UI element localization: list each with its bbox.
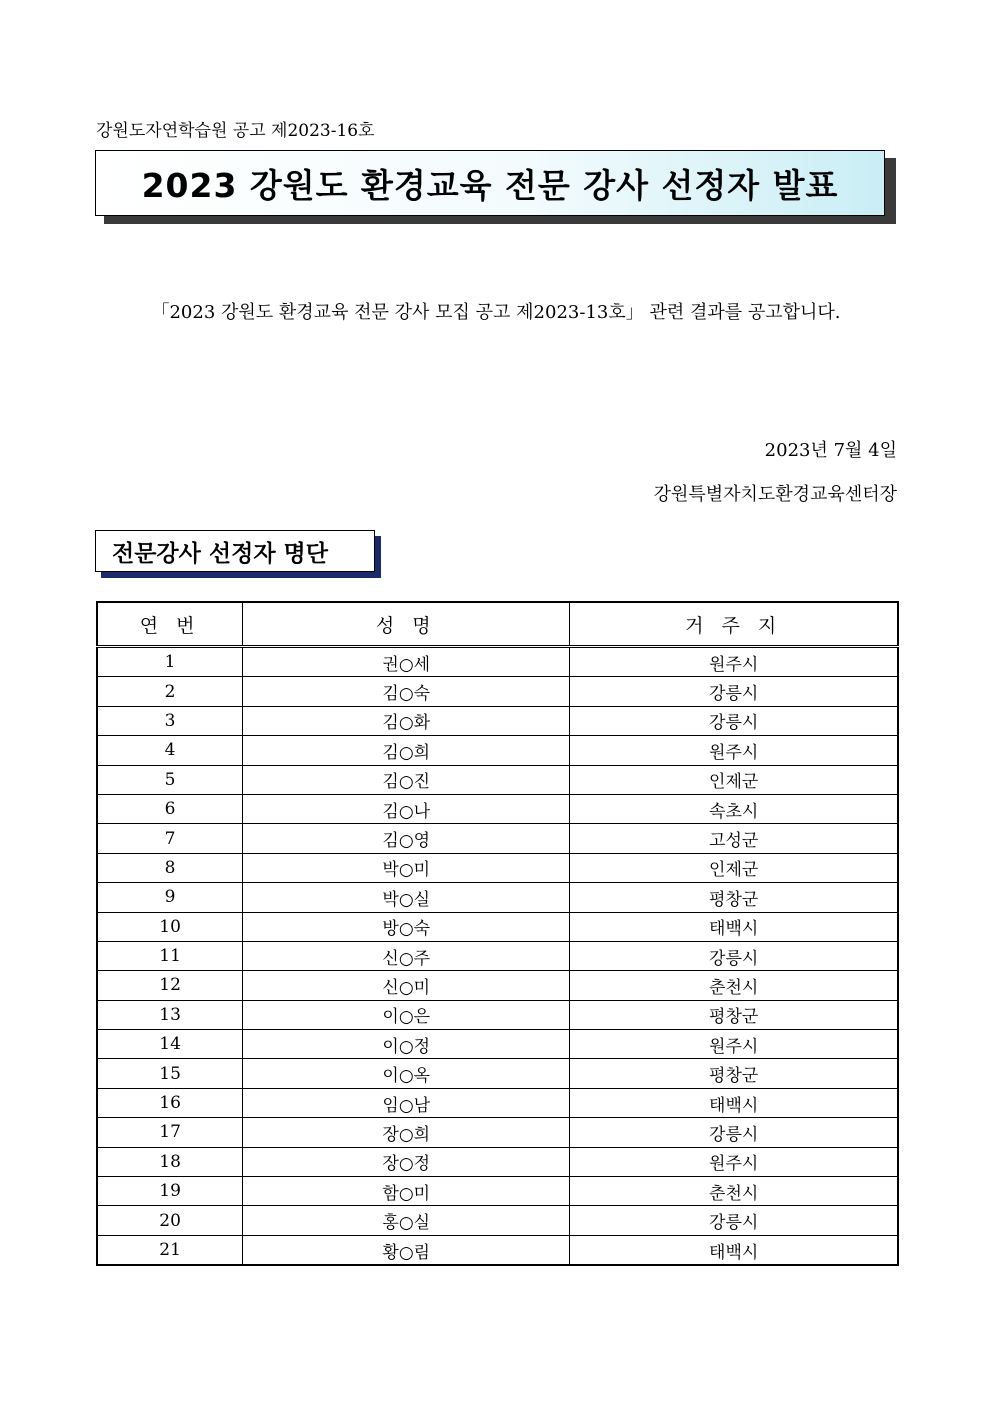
table-row	[97, 824, 898, 853]
cell-number: 9	[97, 883, 243, 912]
cell-name: 이○옥	[243, 1059, 570, 1088]
cell-residence: 인제군	[570, 853, 898, 882]
cell-name: 신○주	[243, 941, 570, 970]
title-banner	[95, 150, 887, 218]
table-row	[97, 736, 898, 765]
table-row	[97, 1059, 898, 1088]
cell-name: 이○정	[243, 1030, 570, 1059]
cell-name: 신○미	[243, 971, 570, 1000]
table-body	[97, 647, 898, 1266]
cell-number: 7	[97, 824, 243, 853]
intro-text: 「2023 강원도 환경교육 전문 강사 모집 공고 제2023-13호」 관련 결과를 공고합니다.	[151, 302, 841, 323]
cell-number: 4	[97, 736, 243, 765]
cell-name: 김○희	[243, 736, 570, 765]
cell-name: 김○나	[243, 794, 570, 823]
cell-residence: 강릉시	[570, 706, 898, 735]
cell-name: 김○진	[243, 765, 570, 794]
cell-number: 14	[97, 1030, 243, 1059]
section-banner	[95, 530, 380, 578]
cell-number: 1	[97, 647, 243, 677]
section-title: 전문강사 선정자 명단	[112, 540, 328, 567]
cell-name: 황○림	[243, 1235, 570, 1265]
instructor-table	[96, 601, 899, 1266]
table-row	[97, 647, 898, 677]
cell-residence: 태백시	[570, 1235, 898, 1265]
cell-residence: 강릉시	[570, 677, 898, 706]
cell-residence: 속초시	[570, 794, 898, 823]
cell-name: 김○영	[243, 824, 570, 853]
table-row	[97, 706, 898, 735]
cell-number: 3	[97, 706, 243, 735]
document-title: 2023 강원도 환경교육 전문 강사 선정자 발표	[141, 165, 839, 205]
table-row	[97, 677, 898, 706]
table-row	[97, 1088, 898, 1117]
table-header-row	[97, 602, 898, 647]
cell-number: 6	[97, 794, 243, 823]
cell-name: 박○실	[243, 883, 570, 912]
cell-number: 8	[97, 853, 243, 882]
cell-number: 15	[97, 1059, 243, 1088]
table-row	[97, 1177, 898, 1206]
cell-residence: 강릉시	[570, 941, 898, 970]
cell-residence: 원주시	[570, 1030, 898, 1059]
table-row	[97, 941, 898, 970]
cell-residence: 태백시	[570, 1088, 898, 1117]
table-row	[97, 1118, 898, 1147]
cell-residence: 원주시	[570, 1147, 898, 1176]
cell-number: 5	[97, 765, 243, 794]
cell-number: 13	[97, 1000, 243, 1029]
cell-number: 2	[97, 677, 243, 706]
cell-number: 18	[97, 1147, 243, 1176]
cell-residence: 춘천시	[570, 971, 898, 1000]
column-header-residence: 거 주 지	[570, 602, 898, 647]
column-header-name: 성 명	[243, 602, 570, 647]
cell-residence: 원주시	[570, 736, 898, 765]
column-header-number: 연 번	[97, 602, 243, 647]
table-row	[97, 853, 898, 882]
notice-number: 강원도자연학습원 공고 제2023-16호	[96, 121, 375, 141]
cell-number: 12	[97, 971, 243, 1000]
cell-residence: 강릉시	[570, 1118, 898, 1147]
table-row	[97, 1000, 898, 1029]
cell-name: 장○희	[243, 1118, 570, 1147]
cell-name: 장○정	[243, 1147, 570, 1176]
cell-name: 김○숙	[243, 677, 570, 706]
cell-residence: 강릉시	[570, 1206, 898, 1235]
cell-name: 이○은	[243, 1000, 570, 1029]
section-box	[95, 530, 375, 572]
cell-number: 16	[97, 1088, 243, 1117]
cell-residence: 고성군	[570, 824, 898, 853]
cell-residence: 인제군	[570, 765, 898, 794]
cell-residence: 평창군	[570, 883, 898, 912]
table-row	[97, 883, 898, 912]
announcement-date: 2023년 7월 4일	[764, 440, 897, 461]
cell-name: 방○숙	[243, 912, 570, 941]
cell-name: 홍○실	[243, 1206, 570, 1235]
cell-name: 김○화	[243, 706, 570, 735]
table-row	[97, 1206, 898, 1235]
signer-name: 강원특별자치도환경교육센터장	[653, 484, 897, 505]
title-box	[95, 150, 885, 216]
table-row	[97, 765, 898, 794]
cell-residence: 평창군	[570, 1059, 898, 1088]
cell-number: 21	[97, 1235, 243, 1265]
table-row	[97, 1235, 898, 1265]
cell-residence: 춘천시	[570, 1177, 898, 1206]
cell-residence: 평창군	[570, 1000, 898, 1029]
cell-residence: 태백시	[570, 912, 898, 941]
cell-number: 20	[97, 1206, 243, 1235]
table-row	[97, 971, 898, 1000]
cell-name: 권○세	[243, 647, 570, 677]
cell-number: 17	[97, 1118, 243, 1147]
table-row	[97, 1147, 898, 1176]
cell-number: 10	[97, 912, 243, 941]
cell-number: 11	[97, 941, 243, 970]
table-row	[97, 912, 898, 941]
table-row	[97, 794, 898, 823]
table-row	[97, 1030, 898, 1059]
cell-name: 임○남	[243, 1088, 570, 1117]
cell-residence: 원주시	[570, 647, 898, 677]
cell-number: 19	[97, 1177, 243, 1206]
cell-name: 함○미	[243, 1177, 570, 1206]
cell-name: 박○미	[243, 853, 570, 882]
